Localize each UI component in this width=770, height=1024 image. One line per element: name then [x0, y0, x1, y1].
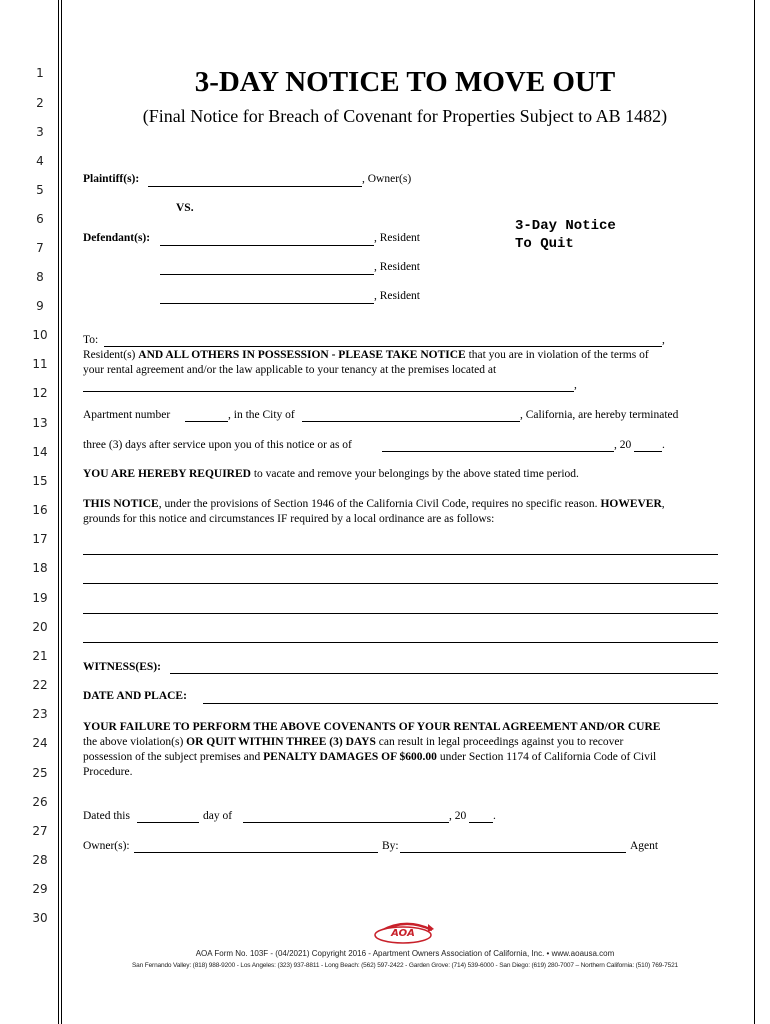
notice-paragraph-line2: your rental agreement and/or the law applicable to your tenancy at the premises located at	[83, 364, 497, 376]
page-subtitle: (Final Notice for Breach of Covenant for Properties Subject to AB 1482)	[142, 106, 668, 126]
line-number: 16	[32, 503, 48, 517]
dated-label: Dated this	[83, 810, 130, 822]
line-number: 27	[32, 824, 48, 838]
premises-comma: ,	[574, 379, 577, 391]
failure-l3a: possession of the subject premises and	[83, 751, 264, 763]
witness-text: WITNESS(ES):	[83, 661, 161, 673]
date-place-text: DATE AND PLACE:	[83, 690, 187, 702]
footer-offices: San Fernando Valley: (818) 988-9200 - Los Angeles: (323) 937-8811 - Long Beach: (562) 597-2422 - Garden Grove: (714) 539-6000 - San Diego: (619) 280-7007 – Northern California: (510) 769-7521	[132, 962, 678, 969]
this-notice-line1	[83, 498, 665, 510]
dated-year-field[interactable]	[469, 822, 493, 823]
logo-text: AOA	[391, 928, 415, 939]
date-place-label	[83, 690, 187, 702]
plaintiff-row	[83, 173, 139, 185]
owner-sign-label: Owner(s):	[83, 840, 130, 852]
owner-signature-field[interactable]	[134, 852, 378, 853]
apartment-tail: , California, are hereby terminated	[520, 409, 679, 421]
failure-l2a: the above violation(s)	[83, 736, 187, 748]
grounds-field-3[interactable]	[83, 613, 718, 614]
line-number: 14	[32, 445, 48, 459]
line-number: 13	[32, 416, 48, 430]
grounds-field-4[interactable]	[83, 642, 718, 643]
apartment-field[interactable]	[185, 421, 228, 422]
line-number: 3	[36, 125, 44, 139]
line-number: 25	[32, 766, 48, 780]
para-bold: AND ALL OTHERS IN POSSESSION - PLEASE TAKE NOTICE	[138, 349, 466, 361]
defendant-field-1[interactable]	[160, 245, 374, 246]
failure-line1	[83, 721, 660, 733]
defendant-row	[83, 232, 150, 244]
three-days-year: , 20	[614, 439, 632, 451]
resident-suffix-2: , Resident	[374, 261, 420, 273]
agent-label: Agent	[630, 840, 659, 852]
grounds-field-2[interactable]	[83, 583, 718, 584]
notice-text1: , under the provisions of Section 1946 of the California Civil Code, requires no specific reason.	[158, 498, 601, 510]
line-number: 11	[32, 357, 48, 371]
three-days-text: three (3) days after service upon you of this notice or as of	[83, 439, 352, 451]
as-of-date-field[interactable]	[382, 451, 614, 452]
failure-line2	[83, 736, 623, 748]
failure-l2-bold: OR QUIT WITHIN THREE (3) DAYS	[186, 736, 376, 748]
line-number: 24	[32, 736, 48, 750]
failure-l3-bold: PENALTY DAMAGES OF $600.00	[263, 751, 437, 763]
plaintiff-field[interactable]	[148, 186, 362, 187]
line-number: 28	[32, 853, 48, 867]
failure-l2b: can result in legal proceedings against you to recover	[375, 736, 624, 748]
line-number: 21	[32, 649, 48, 663]
failure-line4: Procedure.	[83, 766, 133, 778]
dated-month-field[interactable]	[243, 822, 449, 823]
resident-suffix-1: , Resident	[374, 232, 420, 244]
margin-rule-left-outer	[58, 0, 59, 1024]
line-number: 18	[32, 561, 48, 575]
line-number: 15	[32, 474, 48, 488]
premises-field[interactable]	[83, 391, 574, 392]
three-days-year-field[interactable]	[634, 451, 662, 452]
line-number: 19	[32, 591, 48, 605]
line-number: 9	[36, 299, 44, 313]
to-comma: ,	[662, 334, 665, 346]
required-rest: to vacate and remove your belongings by the above stated time period.	[250, 468, 579, 480]
margin-rule-right	[754, 0, 755, 1024]
para-start: Resident(s)	[83, 349, 139, 361]
notice-bold1: THIS NOTICE	[83, 498, 159, 510]
side-note-line1: 3-Day Notice	[515, 218, 616, 234]
notice-text2: ,	[661, 498, 665, 510]
page-title: 3-DAY NOTICE TO MOVE OUT	[194, 66, 616, 98]
dated-year-label: , 20	[449, 810, 467, 822]
line-number: 6	[36, 212, 44, 226]
dated-day-field[interactable]	[137, 822, 199, 823]
line-number: 5	[36, 183, 44, 197]
agent-signature-field[interactable]	[400, 852, 626, 853]
notice-paragraph-line1	[83, 349, 649, 361]
line-number: 29	[32, 882, 48, 896]
witness-label	[83, 661, 161, 673]
line-number: 7	[36, 241, 44, 255]
vs-label	[176, 202, 194, 214]
side-note	[515, 217, 616, 253]
to-label: To:	[83, 334, 99, 346]
plaintiff-label: Plaintiff(s):	[83, 173, 140, 185]
city-label: , in the City of	[228, 409, 295, 421]
grounds-field-1[interactable]	[83, 554, 718, 555]
margin-rule-left-inner	[61, 0, 62, 1024]
line-number: 2	[36, 96, 44, 110]
by-label: By:	[382, 840, 399, 852]
line-number: 8	[36, 270, 44, 284]
date-place-field[interactable]	[203, 703, 718, 704]
line-number: 26	[32, 795, 48, 809]
dated-end: .	[493, 810, 496, 822]
line-number: 1	[36, 66, 44, 80]
defendant-field-2[interactable]	[160, 274, 374, 275]
three-days-end: .	[662, 439, 665, 451]
city-field[interactable]	[302, 421, 520, 422]
side-note-line2: To Quit	[515, 236, 574, 252]
para-end: that you are in violation of the terms of	[465, 349, 649, 361]
line-number: 10	[32, 328, 48, 342]
witness-field[interactable]	[170, 673, 718, 674]
vs-text: VS.	[176, 202, 194, 214]
required-bold: YOU ARE HEREBY REQUIRED	[83, 468, 251, 480]
line-number: 4	[36, 154, 44, 168]
line-number: 30	[32, 911, 48, 925]
line-number: 20	[32, 620, 48, 634]
line-number: 22	[32, 678, 48, 692]
line-number: 12	[32, 386, 48, 400]
day-of-label: day of	[203, 810, 233, 822]
aoa-logo	[370, 920, 436, 944]
resident-suffix-3: , Resident	[374, 290, 420, 302]
failure-l3b: under Section 1174 of California Code of Civil	[436, 751, 657, 763]
failure-line1-text: YOUR FAILURE TO PERFORM THE ABOVE COVENANTS OF YOUR RENTAL AGREEMENT AND/OR CURE	[83, 721, 661, 733]
defendant-label: Defendant(s):	[83, 232, 151, 244]
line-number: 17	[32, 532, 48, 546]
notice-bold2: HOWEVER	[600, 498, 662, 510]
owner-suffix: , Owner(s)	[362, 173, 412, 185]
defendant-field-3[interactable]	[160, 303, 374, 304]
failure-line3	[83, 751, 656, 763]
footer-copyright: AOA Form No. 103F - (04/2021) Copyright 2016 - Apartment Owners Association of California, Inc. • www.aoausa.com	[195, 949, 615, 958]
apartment-label: Apartment number	[83, 409, 171, 421]
this-notice-line2: grounds for this notice and circumstances IF required by a local ordinance are as follows:	[83, 513, 495, 525]
required-sentence	[83, 468, 579, 480]
to-field[interactable]	[104, 346, 662, 347]
line-number: 23	[32, 707, 48, 721]
